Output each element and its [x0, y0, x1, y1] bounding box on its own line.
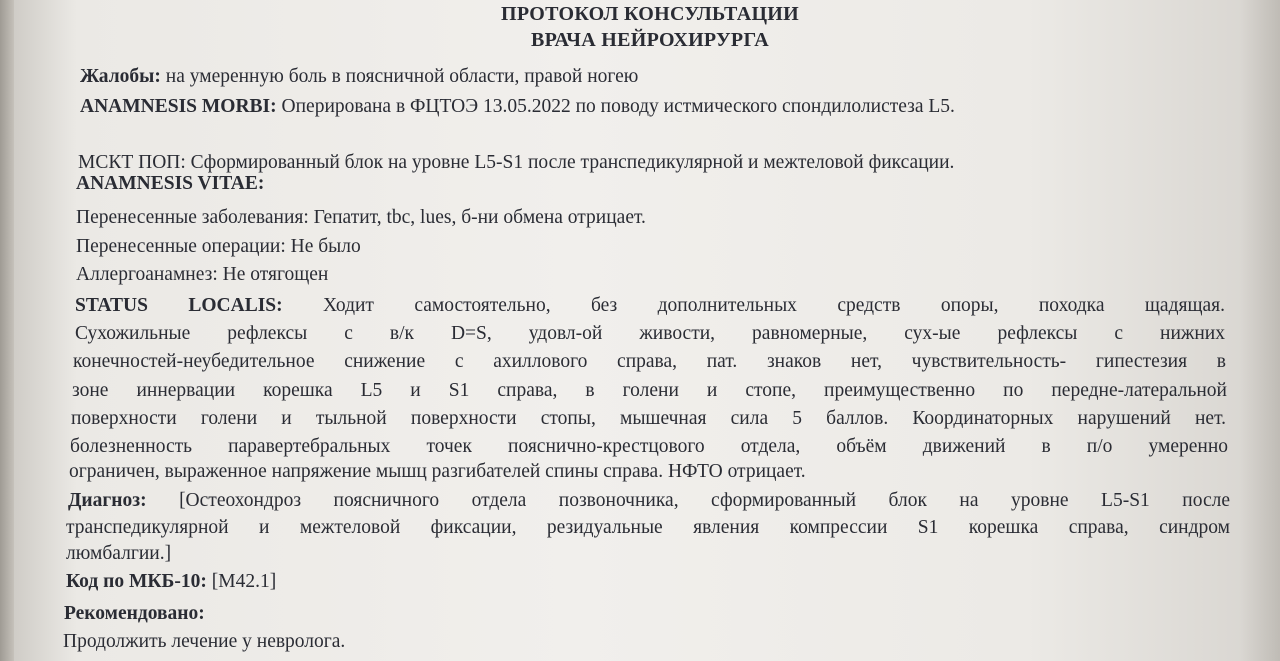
status-localis-text: Ходит самостоятельно, без дополнительных средств опоры, походка щадящая. [282, 295, 1225, 316]
icd-code: [M42.1] [206, 571, 277, 592]
status-localis-line7: ограничен, выраженное напряжение мышц разгибателей спины справа. НФТО отрицает. [69, 461, 806, 482]
complaints-label: Жалобы: [80, 66, 161, 87]
status-localis-line1 [75, 295, 1225, 317]
icd-line [66, 571, 276, 593]
status-localis-line2: Сухожильные рефлексы с в/к D=S, удовл-ой живости, равномерные, сух-ые рефлексы с нижних [75, 323, 1225, 344]
complaints-line [80, 66, 638, 88]
anamnesis-vitae-label: ANAMNESIS VITAE: [76, 173, 265, 194]
msct-line: МСКТ ПОП: Сформированный блок на уровне L5-S1 после транспедикулярной и межтеловой фиксации. [78, 152, 955, 173]
diagnosis-line3: люмбалгии.] [66, 543, 172, 564]
paper-edge [0, 0, 14, 661]
status-localis-line6: болезненность паравертебральных точек пояснично-крестцового отдела, объём движений в п/о умеренно [70, 436, 1228, 457]
anamnesis-morbi-label: ANAMNESIS MORBI: [80, 96, 277, 117]
diagnosis-line2: транспедикулярной и межтеловой фиксации, резидуальные явления компрессии S1 корешка справа, синдром [66, 517, 1230, 538]
paper-shadow [1240, 0, 1280, 661]
past-diseases-line: Перенесенные заболевания: Гепатит, tbc, lues, б-ни обмена отрицает. [76, 207, 646, 228]
past-operations-line: Перенесенные операции: Не было [76, 236, 361, 257]
anamnesis-morbi-line [80, 96, 955, 118]
status-localis-line4: зоне иннервации корешка L5 и S1 справа, в голени и стопе, преимущественно по передне-латеральной [72, 380, 1227, 401]
diagnosis-label: Диагноз: [68, 490, 147, 511]
complaints-text: на умеренную боль в поясничной области, правой ногею [160, 66, 639, 87]
document-title-line1: ПРОТОКОЛ КОНСУЛЬТАЦИИ [500, 3, 800, 25]
icd-label: Код по МКБ-10: [66, 571, 207, 592]
status-localis-line3: конечностей-неубедительное снижение с ахиллового справа, пат. знаков нет, чувствительность- гипестезия в [73, 351, 1226, 372]
diagnosis-text: [Остеохондроз поясничного отдела позвоночника, сформированный блок на уровне L5-S1 после [146, 490, 1230, 511]
status-localis-line5: поверхности голени и тыльной поверхности стопы, мышечная сила 5 баллов. Координаторных нарушений нет. [71, 408, 1226, 429]
document-title-line2: ВРАЧА НЕЙРОХИРУРГА [530, 29, 770, 51]
recommendations-label: Рекомендовано: [64, 603, 205, 624]
anamnesis-morbi-text: Оперирована в ФЦТОЭ 13.05.2022 по поводу истмического спондилолистеза L5. [276, 96, 955, 117]
diagnosis-line1 [68, 490, 1230, 512]
recommendations-text: Продолжить лечение у невролога. [63, 631, 346, 652]
status-localis-label: STATUS LOCALIS: [75, 295, 283, 316]
allergy-line: Аллергоанамнез: Не отягощен [76, 264, 329, 285]
